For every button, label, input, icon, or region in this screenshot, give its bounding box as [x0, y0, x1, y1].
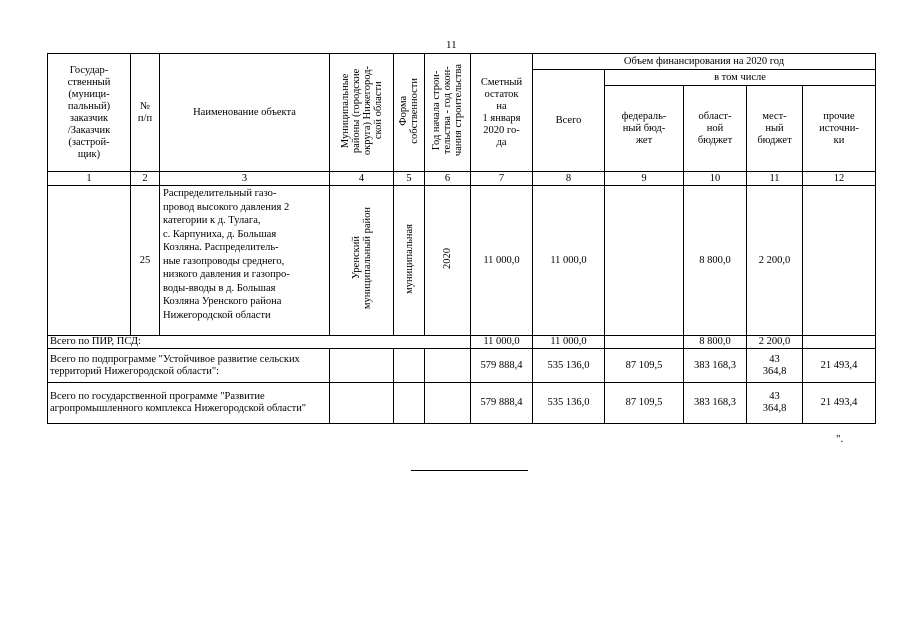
- header-total: Всего: [533, 70, 605, 172]
- totals-regional: 8 800,0: [684, 336, 747, 349]
- row-estimate: 11 000,0: [471, 186, 533, 336]
- totals-estimate: 579 888,4: [471, 383, 533, 424]
- totals-label: Всего по ПИР, ПСД:: [48, 336, 471, 349]
- totals-local: 43 364,8: [747, 383, 803, 424]
- header-ownership: Форма собственности: [398, 77, 420, 144]
- col-number: 1: [48, 172, 131, 186]
- table-row: [48, 186, 876, 336]
- header-years: Год начала строи- тельства - год окон- чания строительства: [431, 64, 464, 157]
- totals-empty-cell: [394, 349, 425, 383]
- col-number: 11: [747, 172, 803, 186]
- header-municipal: Муниципальные районы (городские округа) Нижегород- ской области: [339, 65, 384, 156]
- header-customer: Государ- ственный (муници- пальный) заказчик /Заказчик (застрой- щик): [48, 54, 131, 172]
- totals-other: 21 493,4: [803, 383, 876, 424]
- col-number: 8: [533, 172, 605, 186]
- col-number: 12: [803, 172, 876, 186]
- row-municipal: Уренский муниципальный район: [350, 207, 373, 310]
- header-including: в том числе: [605, 70, 876, 86]
- totals-label: Всего по государственной программе "Развитие агропромышленного комплекса Нижегородской области": [48, 383, 330, 424]
- totals-row: [48, 336, 876, 349]
- col-number: 6: [425, 172, 471, 186]
- totals-empty-cell: [425, 349, 471, 383]
- col-number: 5: [394, 172, 425, 186]
- row-local: 2 200,0: [747, 186, 803, 336]
- totals-regional: 383 168,3: [684, 349, 747, 383]
- totals-empty-cell: [330, 349, 394, 383]
- col-number: 9: [605, 172, 684, 186]
- row-ownership-cell: [394, 186, 425, 336]
- header-estimate: Сметный остаток на 1 января 2020 го- да: [471, 54, 533, 172]
- totals-local: 2 200,0: [747, 336, 803, 349]
- totals-other: [803, 336, 876, 349]
- row-customer: [48, 186, 131, 336]
- col-number: 2: [131, 172, 160, 186]
- totals-total: 535 136,0: [533, 349, 605, 383]
- header-other: прочие источни- ки: [803, 86, 876, 172]
- row-num: 25: [131, 186, 160, 336]
- header-ownership-cell: [394, 54, 425, 172]
- signature-line: [411, 470, 528, 471]
- col-number: 4: [330, 172, 394, 186]
- totals-empty-cell: [425, 383, 471, 424]
- row-year: 2020: [442, 248, 453, 269]
- row-object-name: Распределительный газо- провод высокого давления 2 категории к д. Тулага, с. Карпуниха, д. Большая Козляна. Распределитель- ные газопроводы среднего, низкого давления и газопро- воды-вводы в д. Большая Козляна Уренского района Нижегородской области: [160, 186, 330, 336]
- totals-label: Всего по подпрограмме "Устойчивое развитие сельских территорий Нижегородской области":: [48, 349, 330, 383]
- header-num: № п/п: [131, 54, 160, 172]
- totals-estimate: 579 888,4: [471, 349, 533, 383]
- row-total: 11 000,0: [533, 186, 605, 336]
- row-regional: 8 800,0: [684, 186, 747, 336]
- totals-total: 535 136,0: [533, 383, 605, 424]
- row-municipal-cell: [330, 186, 394, 336]
- row-federal: [605, 186, 684, 336]
- totals-row: [48, 349, 876, 383]
- column-number-row: [48, 172, 876, 186]
- header-years-cell: [425, 54, 471, 172]
- header-regional: област- ной бюджет: [684, 86, 747, 172]
- totals-total: 11 000,0: [533, 336, 605, 349]
- totals-other: 21 493,4: [803, 349, 876, 383]
- totals-regional: 383 168,3: [684, 383, 747, 424]
- header-local: мест- ный бюджет: [747, 86, 803, 172]
- row-ownership: муниципальная: [403, 223, 415, 294]
- row-year-cell: [425, 186, 471, 336]
- col-number: 3: [160, 172, 330, 186]
- totals-empty-cell: [330, 383, 394, 424]
- closing-quote-mark: ".: [836, 433, 844, 445]
- totals-estimate: 11 000,0: [471, 336, 533, 349]
- totals-federal: 87 109,5: [605, 383, 684, 424]
- totals-federal: 87 109,5: [605, 349, 684, 383]
- totals-local: 43 364,8: [747, 349, 803, 383]
- col-number: 7: [471, 172, 533, 186]
- header-funding-title: Объем финансирования на 2020 год: [533, 54, 876, 70]
- header-municipal-cell: [330, 54, 394, 172]
- row-other: [803, 186, 876, 336]
- totals-federal: [605, 336, 684, 349]
- totals-empty-cell: [394, 383, 425, 424]
- funding-table: [47, 53, 876, 424]
- header-object-name: Наименование объекта: [160, 54, 330, 172]
- page-number: 11: [446, 39, 457, 51]
- totals-row: [48, 383, 876, 424]
- col-number: 10: [684, 172, 747, 186]
- header-federal: федераль- ный бюд- жет: [605, 86, 684, 172]
